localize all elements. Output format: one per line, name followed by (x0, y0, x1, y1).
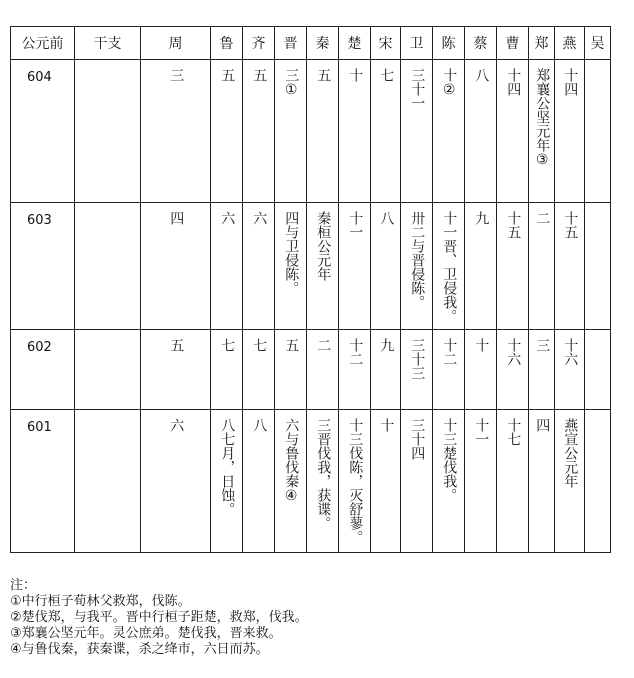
table-cell (465, 330, 497, 410)
cell-text: 二 (315, 338, 332, 352)
cell-text: 八 (251, 418, 268, 432)
year-cell: 603 (11, 203, 75, 330)
table-cell (307, 330, 339, 410)
cell-text: 秦桓公元年 (315, 211, 332, 281)
header-cell: 干支 (75, 27, 141, 60)
table-cell (275, 410, 307, 553)
cell-text: 五 (315, 68, 332, 82)
table-cell (465, 410, 497, 553)
table-cell (555, 410, 585, 553)
cell-text: 三十四 (409, 418, 426, 460)
cell-text: 十一晋、卫侵我。 (441, 211, 458, 323)
cell-text: 十四 (562, 68, 579, 96)
cell-text: 十三伐陈，灭舒蓼。 (347, 418, 364, 544)
table-cell (339, 203, 371, 330)
table-cell (243, 203, 275, 330)
cell-text: 五 (283, 338, 300, 352)
cell-text: 七 (378, 68, 395, 82)
table-cell (497, 410, 529, 553)
table-cell (497, 60, 529, 203)
table-cell (371, 410, 401, 553)
table-cell (275, 203, 307, 330)
table-cell (243, 330, 275, 410)
footnote-2: ②楚伐郑，与我平。晋中行桓子距楚，救郑，伐我。 (10, 610, 308, 625)
table-cell (371, 60, 401, 203)
chronology-table (10, 26, 611, 553)
table-cell (433, 60, 465, 203)
header-row (11, 27, 611, 60)
cell-text: 三 (534, 338, 551, 352)
cell-text: 九 (473, 211, 490, 225)
footnote-1: ①中行桓子荀林父救郑，伐陈。 (10, 594, 191, 609)
footnotes (10, 578, 308, 658)
cell-text: 十二 (347, 338, 364, 366)
table-row (11, 410, 611, 553)
cell-text: 郑襄公坚元年③ (534, 68, 551, 168)
table-cell (585, 330, 611, 410)
table-cell (141, 330, 211, 410)
header-cell: 鲁 (211, 27, 243, 60)
cell-text: 七 (251, 338, 268, 352)
cell-text: 十二 (441, 338, 458, 366)
cell-text: 三 (168, 68, 185, 82)
table-cell (75, 330, 141, 410)
cell-text: 十 (473, 338, 490, 352)
table-cell (339, 330, 371, 410)
cell-text: 十四 (505, 68, 522, 96)
cell-text: 五 (168, 338, 185, 352)
table-cell (141, 410, 211, 553)
table-cell (275, 60, 307, 203)
cell-text: 三晋伐我，获谍。 (315, 418, 332, 530)
table-cell (585, 203, 611, 330)
table-cell (243, 410, 275, 553)
table-cell (401, 330, 433, 410)
header-cell: 燕 (555, 27, 585, 60)
table-cell (75, 60, 141, 203)
cell-text: 十一 (473, 418, 490, 446)
table-cell (585, 410, 611, 553)
table-cell (401, 410, 433, 553)
cell-text: 八 (378, 211, 395, 225)
header-cell: 楚 (339, 27, 371, 60)
cell-text: 五 (251, 68, 268, 82)
table-cell (433, 410, 465, 553)
cell-text: 十② (441, 68, 458, 98)
table-cell (529, 60, 555, 203)
footnote-3: ③郑襄公坚元年。灵公庶弟。楚伐我，晋来救。 (10, 626, 282, 641)
cell-text: 三① (283, 68, 300, 98)
cell-text: 十五 (505, 211, 522, 239)
year-cell: 604 (11, 60, 75, 203)
table-cell (497, 203, 529, 330)
table-cell (75, 410, 141, 553)
table-cell (371, 330, 401, 410)
table-cell (497, 330, 529, 410)
header-cell: 公元前 (11, 27, 75, 60)
table-cell (585, 60, 611, 203)
cell-text: 六 (219, 211, 236, 225)
table-row (11, 330, 611, 410)
table-row (11, 203, 611, 330)
header-cell: 周 (141, 27, 211, 60)
table-cell (275, 330, 307, 410)
cell-text: 六 (168, 418, 185, 432)
table-cell (433, 203, 465, 330)
cell-text: 十三楚伐我。 (441, 418, 458, 502)
table-cell (555, 203, 585, 330)
cell-text: 八七月，日蚀。 (219, 418, 236, 516)
table-cell (141, 203, 211, 330)
table-cell (371, 203, 401, 330)
cell-text: 六与鲁伐秦④ (283, 418, 300, 504)
cell-text: 十 (347, 68, 364, 82)
table-cell (243, 60, 275, 203)
cell-text: 四 (168, 211, 185, 225)
table-cell (401, 203, 433, 330)
cell-text: 二 (534, 211, 551, 225)
table-cell (401, 60, 433, 203)
header-cell: 齐 (243, 27, 275, 60)
header-cell: 蔡 (465, 27, 497, 60)
footnote-4: ④与鲁伐秦，获秦谍，杀之绛市，六日而苏。 (10, 642, 269, 657)
year-cell: 601 (11, 410, 75, 553)
table-cell (433, 330, 465, 410)
year-cell: 602 (11, 330, 75, 410)
table-cell (529, 410, 555, 553)
table-cell (529, 330, 555, 410)
cell-text: 卅二与晋侵陈。 (409, 211, 426, 309)
table-cell (465, 203, 497, 330)
table-cell (211, 60, 243, 203)
table-cell (307, 203, 339, 330)
table-cell (141, 60, 211, 203)
cell-text: 八 (473, 68, 490, 82)
cell-text: 三十一 (409, 68, 426, 110)
header-cell: 陈 (433, 27, 465, 60)
table-cell (555, 330, 585, 410)
table-cell (307, 60, 339, 203)
cell-text: 燕宣公元年 (562, 418, 579, 488)
cell-text: 五 (219, 68, 236, 82)
cell-text: 六 (251, 211, 268, 225)
cell-text: 九 (378, 338, 395, 352)
table-cell (211, 410, 243, 553)
cell-text: 十六 (562, 338, 579, 366)
header-cell: 吴 (585, 27, 611, 60)
cell-text: 四与卫侵陈。 (283, 211, 300, 295)
table-cell (75, 203, 141, 330)
table-cell (339, 60, 371, 203)
cell-text: 三十三 (409, 338, 426, 380)
header-cell: 曹 (497, 27, 529, 60)
cell-text: 十一 (347, 211, 364, 239)
header-cell: 晋 (275, 27, 307, 60)
header-cell: 宋 (371, 27, 401, 60)
table-cell (211, 203, 243, 330)
table-cell (465, 60, 497, 203)
cell-text: 十五 (562, 211, 579, 239)
table-cell (339, 410, 371, 553)
table-cell (211, 330, 243, 410)
cell-text: 十七 (505, 418, 522, 446)
header-cell: 卫 (401, 27, 433, 60)
header-cell: 郑 (529, 27, 555, 60)
table-cell (307, 410, 339, 553)
cell-text: 十六 (505, 338, 522, 366)
cell-text: 十 (378, 418, 395, 432)
table-cell (555, 60, 585, 203)
cell-text: 四 (534, 418, 551, 432)
notes-title: 注： (10, 578, 37, 593)
cell-text: 七 (219, 338, 236, 352)
header-cell: 秦 (307, 27, 339, 60)
table-cell (529, 203, 555, 330)
table-row (11, 60, 611, 203)
